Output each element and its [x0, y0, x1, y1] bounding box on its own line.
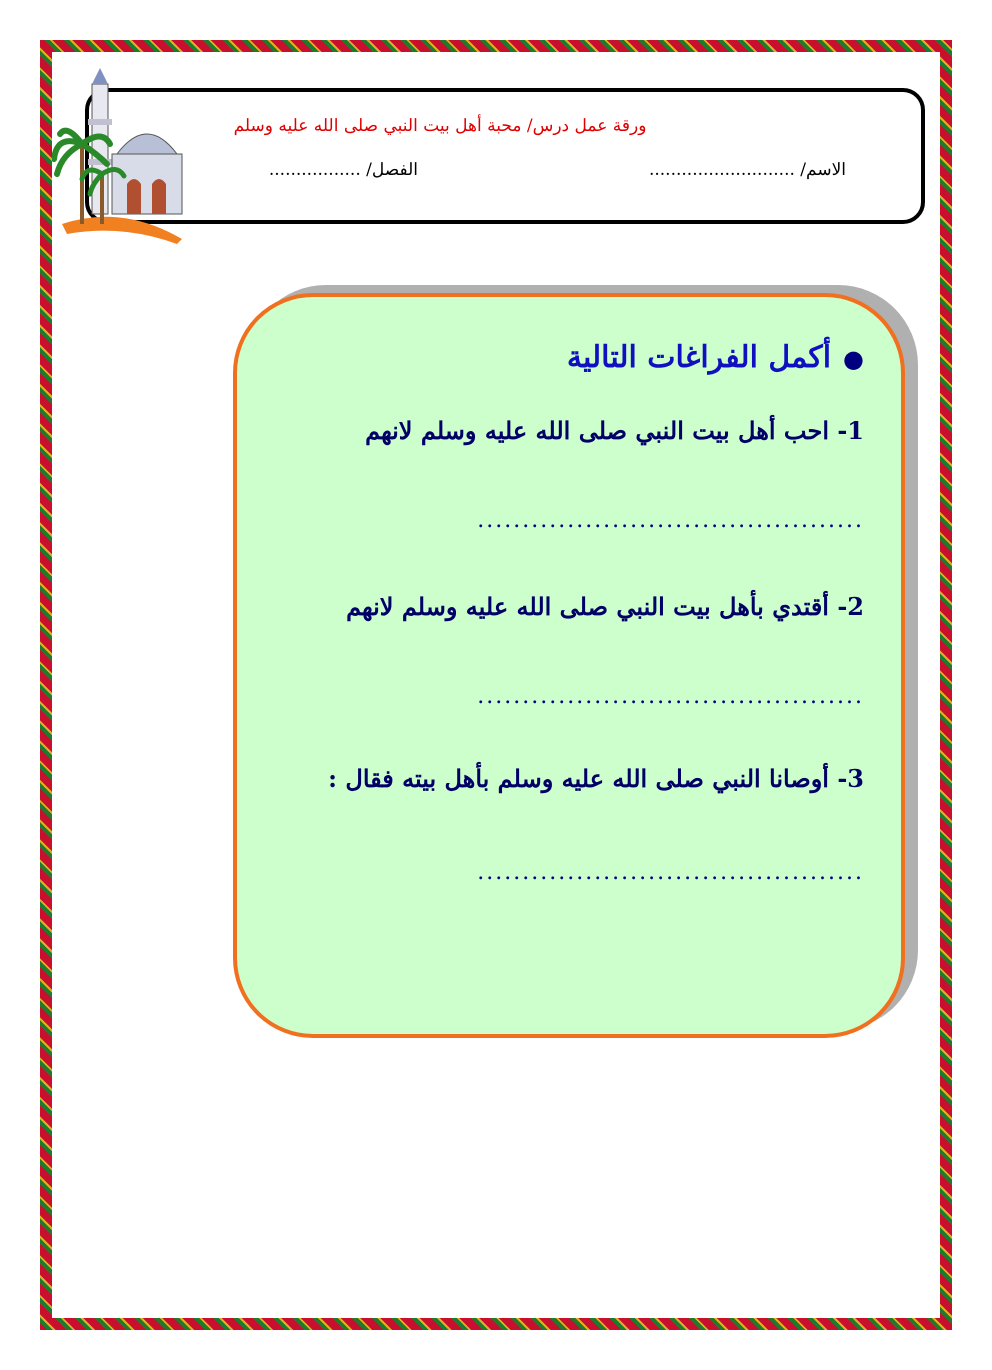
- exercise-card: [233, 293, 905, 1038]
- name-label: الاسم/: [800, 160, 846, 180]
- name-blank: ...........................: [648, 160, 795, 180]
- name-field[interactable]: [649, 160, 846, 180]
- class-label: الفصل/: [366, 160, 418, 180]
- answer-blank-2[interactable]: ...........................................: [477, 684, 864, 709]
- bullet-icon: ●: [843, 344, 864, 373]
- question-1: 1- احب أهل بيت النبي صلى الله عليه وسلم لانهم: [365, 416, 864, 445]
- header-box: [85, 88, 925, 224]
- answer-blank-1[interactable]: ...........................................: [477, 508, 864, 533]
- class-field[interactable]: [269, 160, 418, 180]
- worksheet-title: ورقة عمل درس/ محبة أهل بيت النبي صلى الله عليه وسلم: [233, 116, 647, 136]
- class-blank: .................: [268, 160, 361, 180]
- answer-blank-3[interactable]: ...........................................: [477, 860, 864, 885]
- exercise-heading: ●أكمل الفراغات التالية: [566, 340, 864, 375]
- question-3: 3- أوصانا النبي صلى الله عليه وسلم بأهل بيته فقال :: [328, 764, 864, 793]
- question-2: 2- أقتدي بأهل بيت النبي صلى الله عليه وسلم لانهم: [346, 592, 864, 621]
- mosque-icon: [52, 64, 192, 244]
